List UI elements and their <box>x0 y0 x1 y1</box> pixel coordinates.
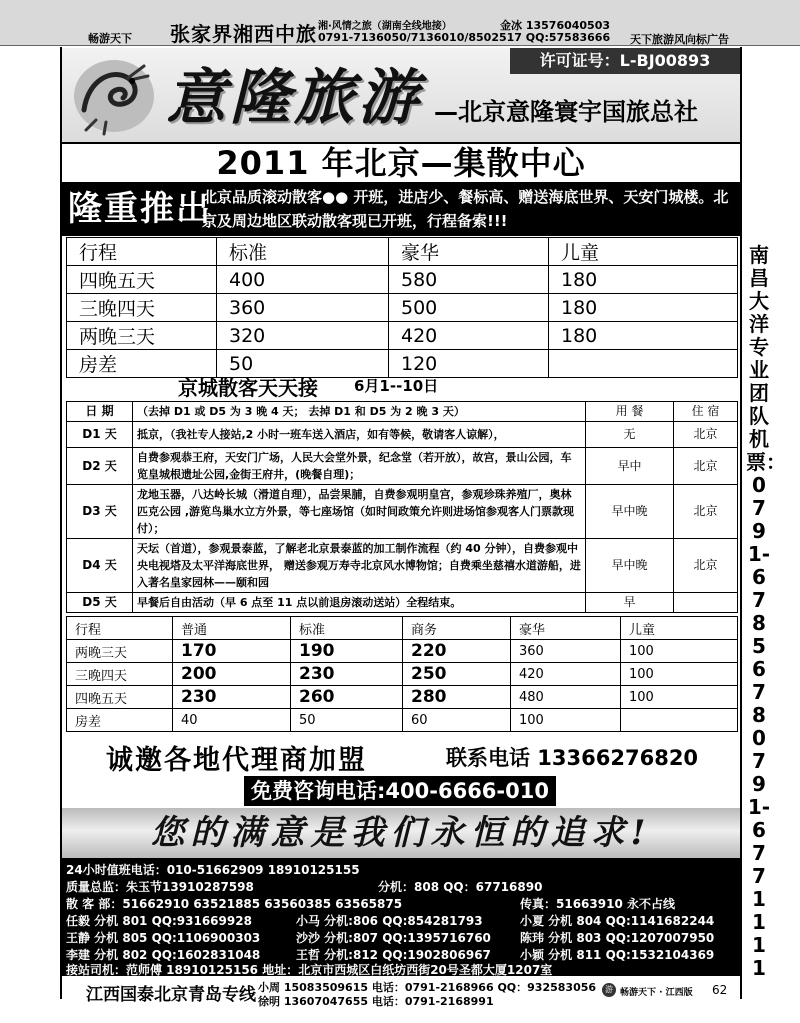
table-cell: 抵京，（我社专人接站,2 小时一班车送入酒店，如有等候，敬请客人谅解）， <box>133 422 586 448</box>
agent-recruit-slogan: 诚邀各地代理商加盟 <box>106 745 367 776</box>
table-cell: D3 天 <box>67 485 133 539</box>
brand-slogan: 您的满意是我们永恒的追求! <box>62 808 740 858</box>
table-header-cell: 日 期 <box>67 402 133 422</box>
table-cell: 早中 <box>586 448 674 485</box>
table-cell: 无 <box>586 422 674 448</box>
itinerary-table <box>66 401 738 613</box>
table-cell: 北京 <box>674 448 738 485</box>
duty-phone: 24小时值班电话：010-51662909 18910125155 <box>66 863 360 877</box>
promo-banner <box>62 182 740 236</box>
table-cell: D1 天 <box>67 422 133 448</box>
table-cell: 四晚五天 <box>67 266 217 294</box>
table-header-cell: 儿童 <box>621 617 738 640</box>
table-cell: 280 <box>403 686 511 709</box>
table-cell: 400 <box>217 266 389 294</box>
table-cell: 天坛（首道），参观景泰蓝，了解老北京景泰蓝的加工制作流程（约 40 分钟），自费参观中央电视塔及太平洋海底世界， 赠送参观万寿寺北京风水博物馆；自费乘坐慈禧水道游船，进入著名皇家园林——颐和园 <box>133 539 586 593</box>
staff-contact: 任毅 分机 801 QQ:931669928 <box>66 914 252 928</box>
table-cell: 100 <box>511 709 621 732</box>
table-cell: 580 <box>389 266 549 294</box>
table-cell: 500 <box>389 294 549 322</box>
table-cell: 北京 <box>674 422 738 448</box>
staff-contact: 小颖 分机 811 QQ:1532104369 <box>520 948 715 962</box>
table-cell: 100 <box>621 686 738 709</box>
contacts-block <box>62 858 740 976</box>
magazine-logo-icon: 游 <box>602 983 616 997</box>
table-header-cell: 豪华 <box>389 238 549 266</box>
staff-contact: 王静 分机 805 QQ:1106900303 <box>66 931 261 945</box>
table-header-cell: 儿童 <box>549 238 738 266</box>
table-cell: 三晚四天 <box>67 294 217 322</box>
brand-logo-title: 意隆旅游 <box>166 63 422 133</box>
table-cell: 420 <box>389 322 549 350</box>
staff-contact: 王哲 分机:812 QQ:1902806967 <box>296 948 491 962</box>
table-header-cell: 标准 <box>217 238 389 266</box>
table-header-cell: （去掉 D1 或 D5 为 3 晚 4 天； 去掉 D1 和 D5 为 2 晚 3 天） <box>133 402 586 422</box>
table-cell: 420 <box>511 663 621 686</box>
table-cell: 100 <box>621 640 738 663</box>
page-headline: 2011 年北京—集散中心 <box>216 144 586 182</box>
agent-phone: 联系电话 13366276820 <box>446 746 699 770</box>
table-cell: 250 <box>403 663 511 686</box>
table-row <box>67 294 738 322</box>
table-cell: 三晚四天 <box>67 663 173 686</box>
table-cell: 两晚三天 <box>67 640 173 663</box>
table-header-cell: 标准 <box>291 617 403 640</box>
sanke-dept-phones: 散 客 部：51662910 63521885 63560385 63565875 <box>66 897 403 911</box>
table-cell: 房差 <box>67 709 173 732</box>
table-cell: 早中晚 <box>586 485 674 539</box>
table-cell: D2 天 <box>67 448 133 485</box>
table-cell <box>621 709 738 732</box>
table-row <box>67 422 738 448</box>
table-header-cell: 用 餐 <box>586 402 674 422</box>
table-cell: 200 <box>173 663 291 686</box>
table-cell: 360 <box>511 640 621 663</box>
table-cell: D4 天 <box>67 539 133 593</box>
table-cell: 320 <box>217 322 389 350</box>
staff-contact: 陈玮 分机 803 QQ:1207007950 <box>520 931 715 945</box>
table-cell <box>674 593 738 613</box>
table-cell: 480 <box>511 686 621 709</box>
table-header-row <box>67 402 738 422</box>
table-row <box>67 593 738 613</box>
table-cell: 120 <box>389 350 549 378</box>
price-table-1 <box>66 237 738 378</box>
table-cell: 自费参观恭王府，天安门广场，人民大会堂外景，纪念堂（若开放），故宫，景山公园，车览皇城根遗址公园,金街王府井，(晚餐自理)； <box>133 448 586 485</box>
table-row <box>67 266 738 294</box>
table-header-cell: 豪华 <box>511 617 621 640</box>
top-right-label: 天下旅游风向标广告 <box>630 33 729 46</box>
staff-contact: 小夏 分机 804 QQ:1141682244 <box>520 914 715 928</box>
table-cell: 180 <box>549 294 738 322</box>
table-cell: 早 <box>586 593 674 613</box>
top-header-strip <box>0 0 800 46</box>
dragon-emblem-icon <box>66 50 162 140</box>
staff-contact: 李建 分机 802 QQ:1602831048 <box>66 948 261 962</box>
promo-text: 北京品质滚动散客●● 开班，进店少、餐标高、赠送海底世界、天安门城楼。北京及周边地区联动散客现已开班，行程备索!!! <box>202 188 729 230</box>
table-cell: 230 <box>173 686 291 709</box>
table-row <box>67 539 738 593</box>
table-header-cell: 商务 <box>403 617 511 640</box>
table-cell: D5 天 <box>67 593 133 613</box>
promo-tag: 隆重推出 <box>68 189 212 229</box>
table-row <box>67 322 738 350</box>
table-row <box>67 686 738 709</box>
table-row <box>67 448 738 485</box>
table-cell: 两晚三天 <box>67 322 217 350</box>
price-table-2 <box>66 616 738 732</box>
table-cell: 北京 <box>674 485 738 539</box>
top-left-label: 畅游天下 <box>88 32 132 45</box>
footer-magazine-name: 畅游天下 · 江西版 <box>620 988 693 998</box>
footer-contact-1: 小周 15083509615 电话：0791-2168966 QQ：932583056 <box>258 981 597 994</box>
table-header-row <box>67 617 738 640</box>
table-cell: 170 <box>173 640 291 663</box>
table-cell: 40 <box>173 709 291 732</box>
table-row <box>67 350 738 378</box>
license-badge: 许可证号：L-BJ00893 <box>510 48 740 74</box>
table-row <box>67 640 738 663</box>
table-header-cell: 住 宿 <box>674 402 738 422</box>
table-cell: 220 <box>403 640 511 663</box>
table-header-cell: 行程 <box>67 617 173 640</box>
table-cell: 龙地玉器，八达岭长城（滑道自理），品尝果脯，自费参观明皇宫，参观珍珠养殖厂，奥林匹克公园 ,游览鸟巢水立方外景，等七座场馆（如时间政策允许则进场馆参观客人门票款现付）； <box>133 485 586 539</box>
page-number: 62 <box>712 983 728 997</box>
fax-number: 传真：51663910 永不占线 <box>520 897 675 911</box>
table-cell: 四晚五天 <box>67 686 173 709</box>
table-cell: 260 <box>291 686 403 709</box>
side-vertical-ad: 南昌大洋专业团队机票：0791-6785678 0791-6771111 <box>746 243 786 980</box>
table-row <box>67 663 738 686</box>
table-header-row <box>67 238 738 266</box>
top-tagline: 湘·风情之旅（湖南全线地接） <box>318 21 452 32</box>
top-contact: 金冰 13576040503 <box>500 19 611 32</box>
itinerary-date: 6月1--10日 <box>354 377 439 395</box>
staff-contact: 小马 分机:806 QQ:854281793 <box>296 914 483 928</box>
table-cell: 房差 <box>67 350 217 378</box>
logo-banner <box>62 48 740 144</box>
brand-subtitle: —北京意隆寰宇国旅总社 <box>434 98 698 126</box>
table-cell: 50 <box>291 709 403 732</box>
table-cell: 50 <box>217 350 389 378</box>
table-cell: 190 <box>291 640 403 663</box>
table-cell: 180 <box>549 322 738 350</box>
table-cell: 360 <box>217 294 389 322</box>
footer-brand: 江西国泰北京青岛专线 <box>86 985 256 1005</box>
top-phone-line: 0791-7136050/7136010/8502517 QQ:57583666 <box>318 31 611 44</box>
quality-director-ext: 分机：808 QQ：67716890 <box>378 880 543 894</box>
itinerary-title: 京城散客天天接 <box>178 376 318 400</box>
table-header-cell: 普通 <box>173 617 291 640</box>
table-header-cell: 行程 <box>67 238 217 266</box>
table-cell <box>549 350 738 378</box>
staff-contact: 沙沙 分机:807 QQ:1395716760 <box>296 931 491 945</box>
top-brand-name: 张家界湘西中旅 <box>170 22 317 46</box>
table-cell: 北京 <box>674 539 738 593</box>
table-cell: 早中晚 <box>586 539 674 593</box>
table-cell: 230 <box>291 663 403 686</box>
free-hotline-badge: 免费咨询电话:400-6666-010 <box>244 776 556 806</box>
table-cell: 早餐后自由活动（早 6 点至 11 点以前退房滚动送站）全程结束。 <box>133 593 586 613</box>
table-row <box>67 709 738 732</box>
footer-contact-2: 徐明 13607047655 电话：0791-2168991 <box>258 995 494 1008</box>
pickup-driver-address: 接站司机：范师傅 18910125156 地址：北京市西城区白纸坊西街20号圣都大厦1207室 <box>66 963 553 977</box>
table-cell: 100 <box>621 663 738 686</box>
table-cell: 180 <box>549 266 738 294</box>
quality-director: 质量总监：朱玉节13910287598 <box>66 880 254 894</box>
table-cell: 60 <box>403 709 511 732</box>
table-row <box>67 485 738 539</box>
